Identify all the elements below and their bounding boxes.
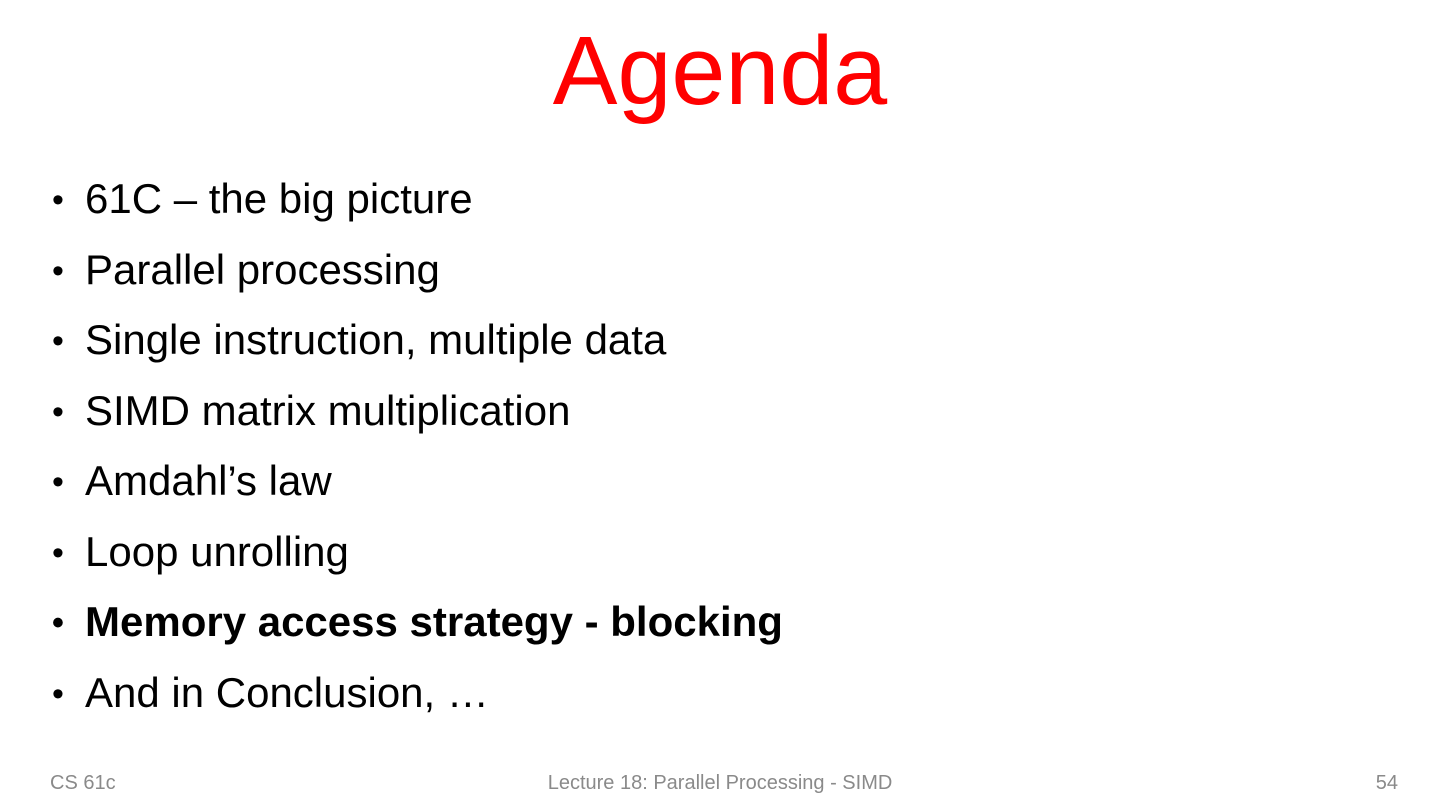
bullet-icon: •: [52, 181, 64, 220]
bullet-icon: •: [52, 604, 64, 643]
slide-footer: [0, 769, 1440, 797]
page-title: Agenda: [552, 16, 888, 125]
bullet-icon: •: [52, 251, 64, 290]
bullet-text: SIMD matrix multiplication: [85, 386, 571, 434]
list-item: [52, 164, 1400, 235]
bullet-icon: •: [52, 674, 64, 713]
list-item: [52, 517, 1400, 588]
bullet-text: Amdahl’s law: [85, 457, 332, 505]
bullet-text: Single instruction, multiple data: [85, 316, 667, 364]
bullet-text: Memory access strategy - blocking: [85, 598, 783, 646]
bullet-text: And in Conclusion, …: [85, 668, 489, 716]
list-item: [52, 235, 1400, 306]
list-item: [52, 446, 1400, 517]
bullet-text: Parallel processing: [85, 245, 440, 293]
bullet-icon: •: [52, 463, 64, 502]
footer-lecture-title: Lecture 18: Parallel Processing - SIMD: [547, 771, 893, 794]
bullet-icon: •: [52, 392, 64, 431]
bullet-icon: •: [52, 322, 64, 361]
list-item: [52, 658, 1400, 729]
bullet-icon: •: [52, 533, 64, 572]
list-item: [52, 376, 1400, 447]
bullet-text: Loop unrolling: [85, 527, 349, 575]
bullet-text: 61C – the big picture: [85, 175, 473, 223]
footer-page-number: 54: [1375, 771, 1398, 794]
footer-course: CS 61c: [50, 771, 116, 794]
agenda-list: [52, 164, 1400, 728]
list-item: [52, 587, 1400, 658]
list-item: [52, 305, 1400, 376]
